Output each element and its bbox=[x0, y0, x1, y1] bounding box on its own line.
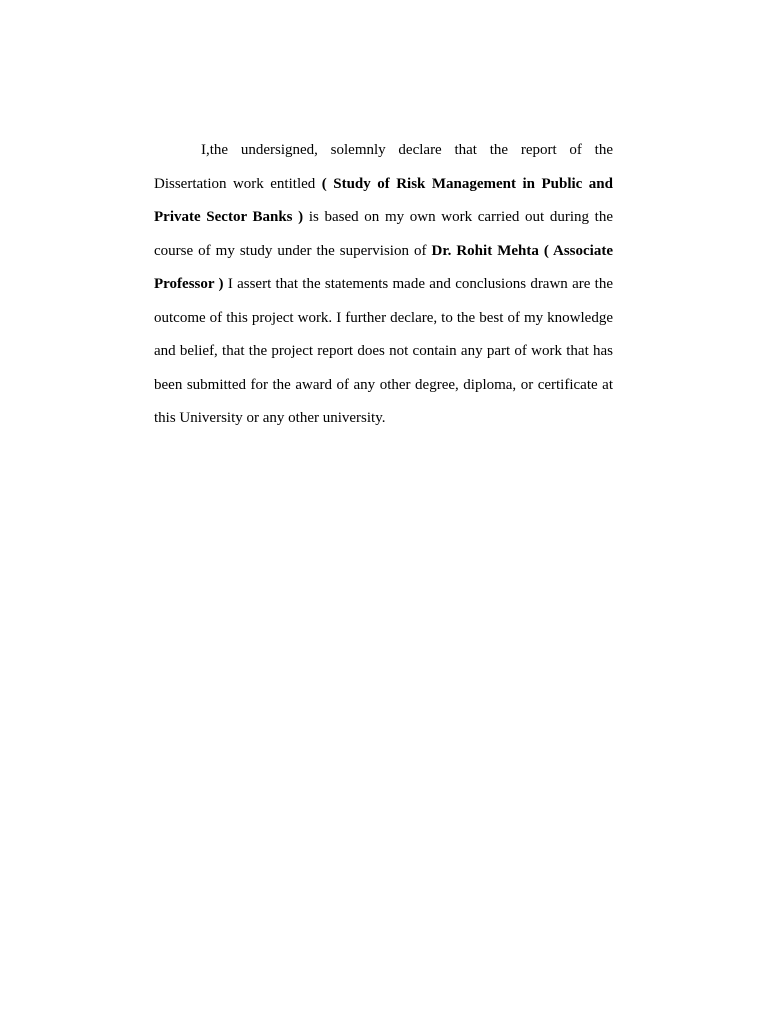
declaration-closing-text: I assert that the statements made and conclusions drawn are the outcome of this project work. I further declare, to the best of my knowledge and belief, that the project report does not contain any part of work that has been submitted for the award of any other degree, diploma, or certificate at this University or any other university. bbox=[154, 276, 613, 426]
dissertation-title: ( Study of Risk Management in Public and Private Sector Banks ) bbox=[154, 175, 613, 225]
declaration-intro-text: I,the undersigned, solemnly declare that the report of the Dissertation work entitled bbox=[154, 142, 613, 192]
declaration-middle-text: is based on my own work carried out during the course of my study under the supervision of bbox=[154, 209, 613, 259]
supervisor-name: Dr. Rohit Mehta ( Associate Professor ) bbox=[154, 242, 614, 292]
declaration-paragraph bbox=[154, 134, 613, 436]
